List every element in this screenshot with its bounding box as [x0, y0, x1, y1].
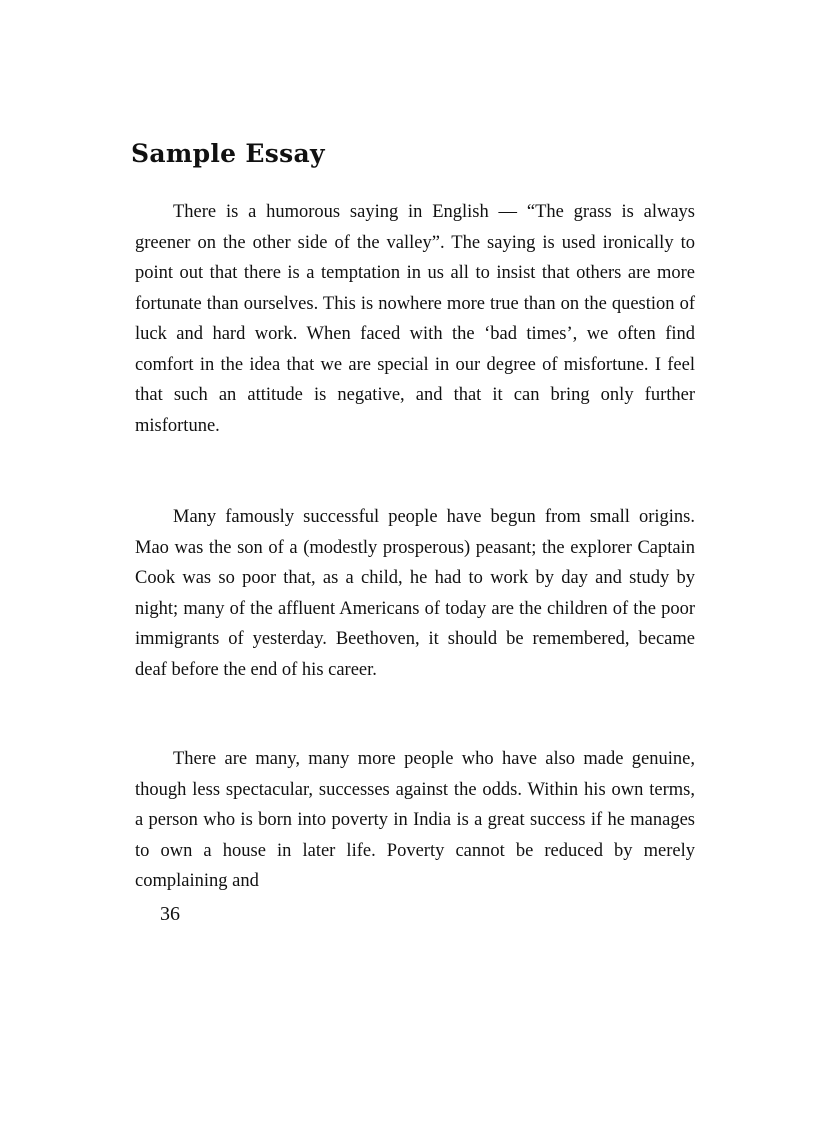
essay-paragraph-3: There are many, many more people who have also made genuine, though less spectacular, successes against the odds. Within his own terms, a person who is born into poverty in India is a great success if he manages to own a house in later life. Poverty cannot be reduced by merely complaining and [135, 749, 695, 891]
essay-paragraph-1: There is a humorous saying in English — “The grass is always greener on the other side of the valley”. The saying is used ironically to point out that there is a temptation in us all to insist that others are more fortunate than ourselves. This is nowhere more true than on the question of luck and hard work. When faced with the ‘bad times’, we often find comfort in the idea that we are special in our degree of misfortune. I feel that such an attitude is negative, and that it can bring only further misfortune. [135, 202, 695, 436]
essay-title: Sample Essay [131, 139, 325, 168]
essay-paragraph-2: Many famously successful people have begun from small origins. Mao was the son of a (modestly prosperous) peasant; the explorer Captain Cook was so poor that, as a child, he had to work by day and study by night; many of the affluent Americans of today are the children of the poor immigrants of yesterday. Beethoven, it should be remembered, became deaf before the end of his career. [135, 507, 695, 680]
page-number: 36 [160, 903, 180, 925]
